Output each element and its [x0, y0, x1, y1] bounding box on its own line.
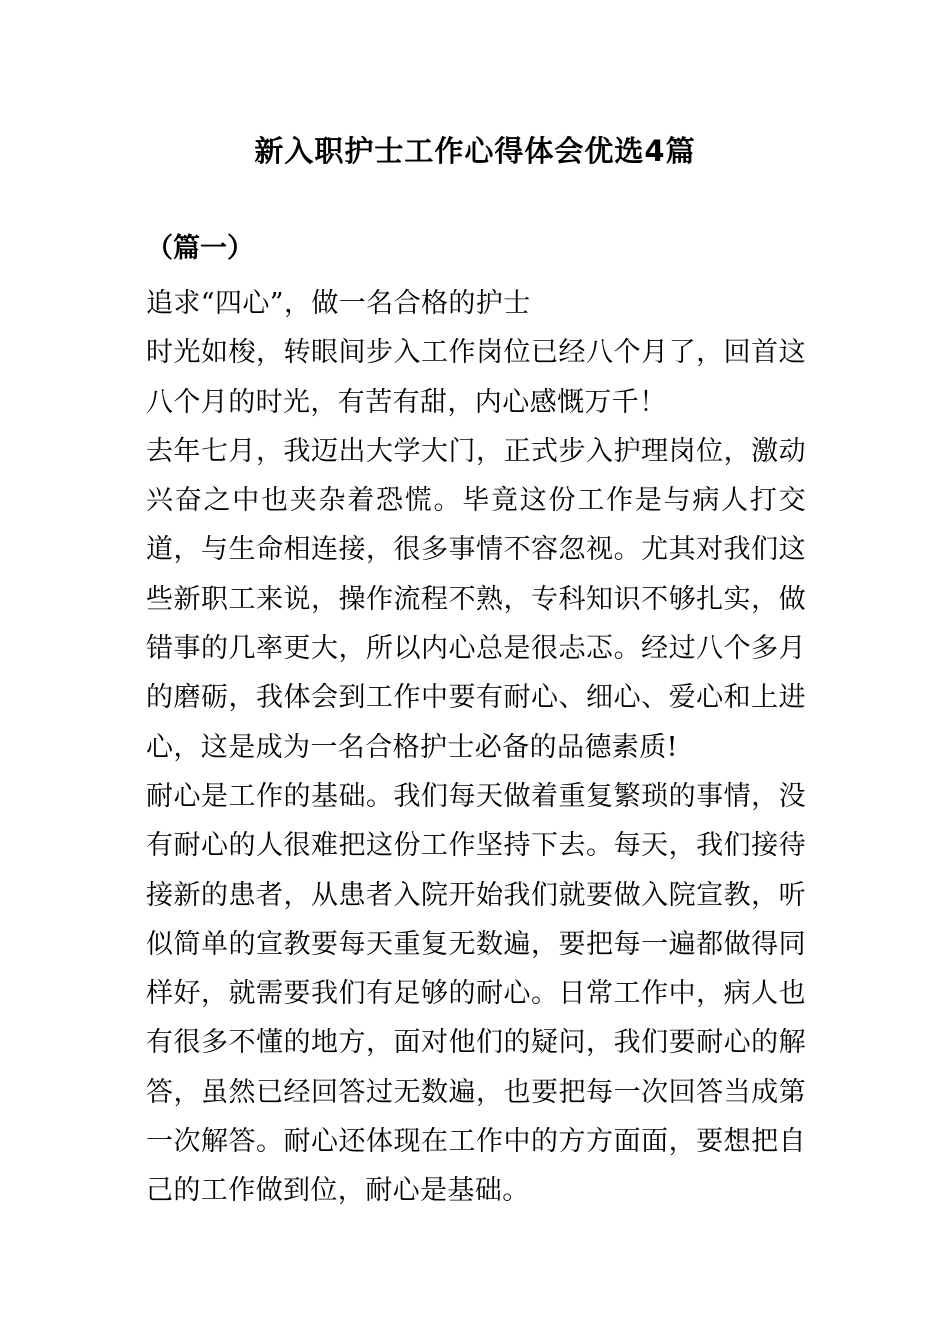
body-paragraph: 耐心是工作的基础。我们每天做着重复繁琐的事情，没有耐心的人很难把这份工作坚持下去。每天，我们接待接新的患者，从患者入院开始我们就要做入院宣教，听似简单的宣教要每天重复无数遍，要把每一遍都做得同样好，就需要我们有足够的耐心。日常工作中，病人也有很多不懂的地方，面对他们的疑问，我们要耐心的解答，虽然已经回答过无数遍，也要把每一次回答当成第一次解答。耐心还体现在工作中的方方面面，要想把自己的工作做到位，耐心是基础。	[146, 780, 806, 1207]
subtitle-paragraph: 追求“四心”，做一名合格的护士	[146, 288, 531, 319]
body-paragraph: 去年七月，我迈出大学大门，正式步入护理岗位，激动兴奋之中也夹杂着恐慌。毕竟这份工作是与病人打交道，与生命相连接，很多事情不容忽视。尤其对我们这些新职工来说，操作流程不熟，专科知识不够扎实，做错事的几率更大，所以内心总是很忐忑。经过八个多月的磨砺，我体会到工作中要有耐心、细心、爱心和上进心，这是成为一名合格护士必备的品德素质!	[146, 435, 806, 763]
document-title: 新入职护士工作心得体会优选4篇	[254, 134, 696, 168]
section-heading: （篇一）	[146, 233, 254, 264]
body-paragraph: 时光如梭，转眼间步入工作岗位已经八个月了，回首这八个月的时光，有苦有甜，内心感慨万千！	[146, 337, 806, 418]
document-body	[146, 279, 806, 1216]
